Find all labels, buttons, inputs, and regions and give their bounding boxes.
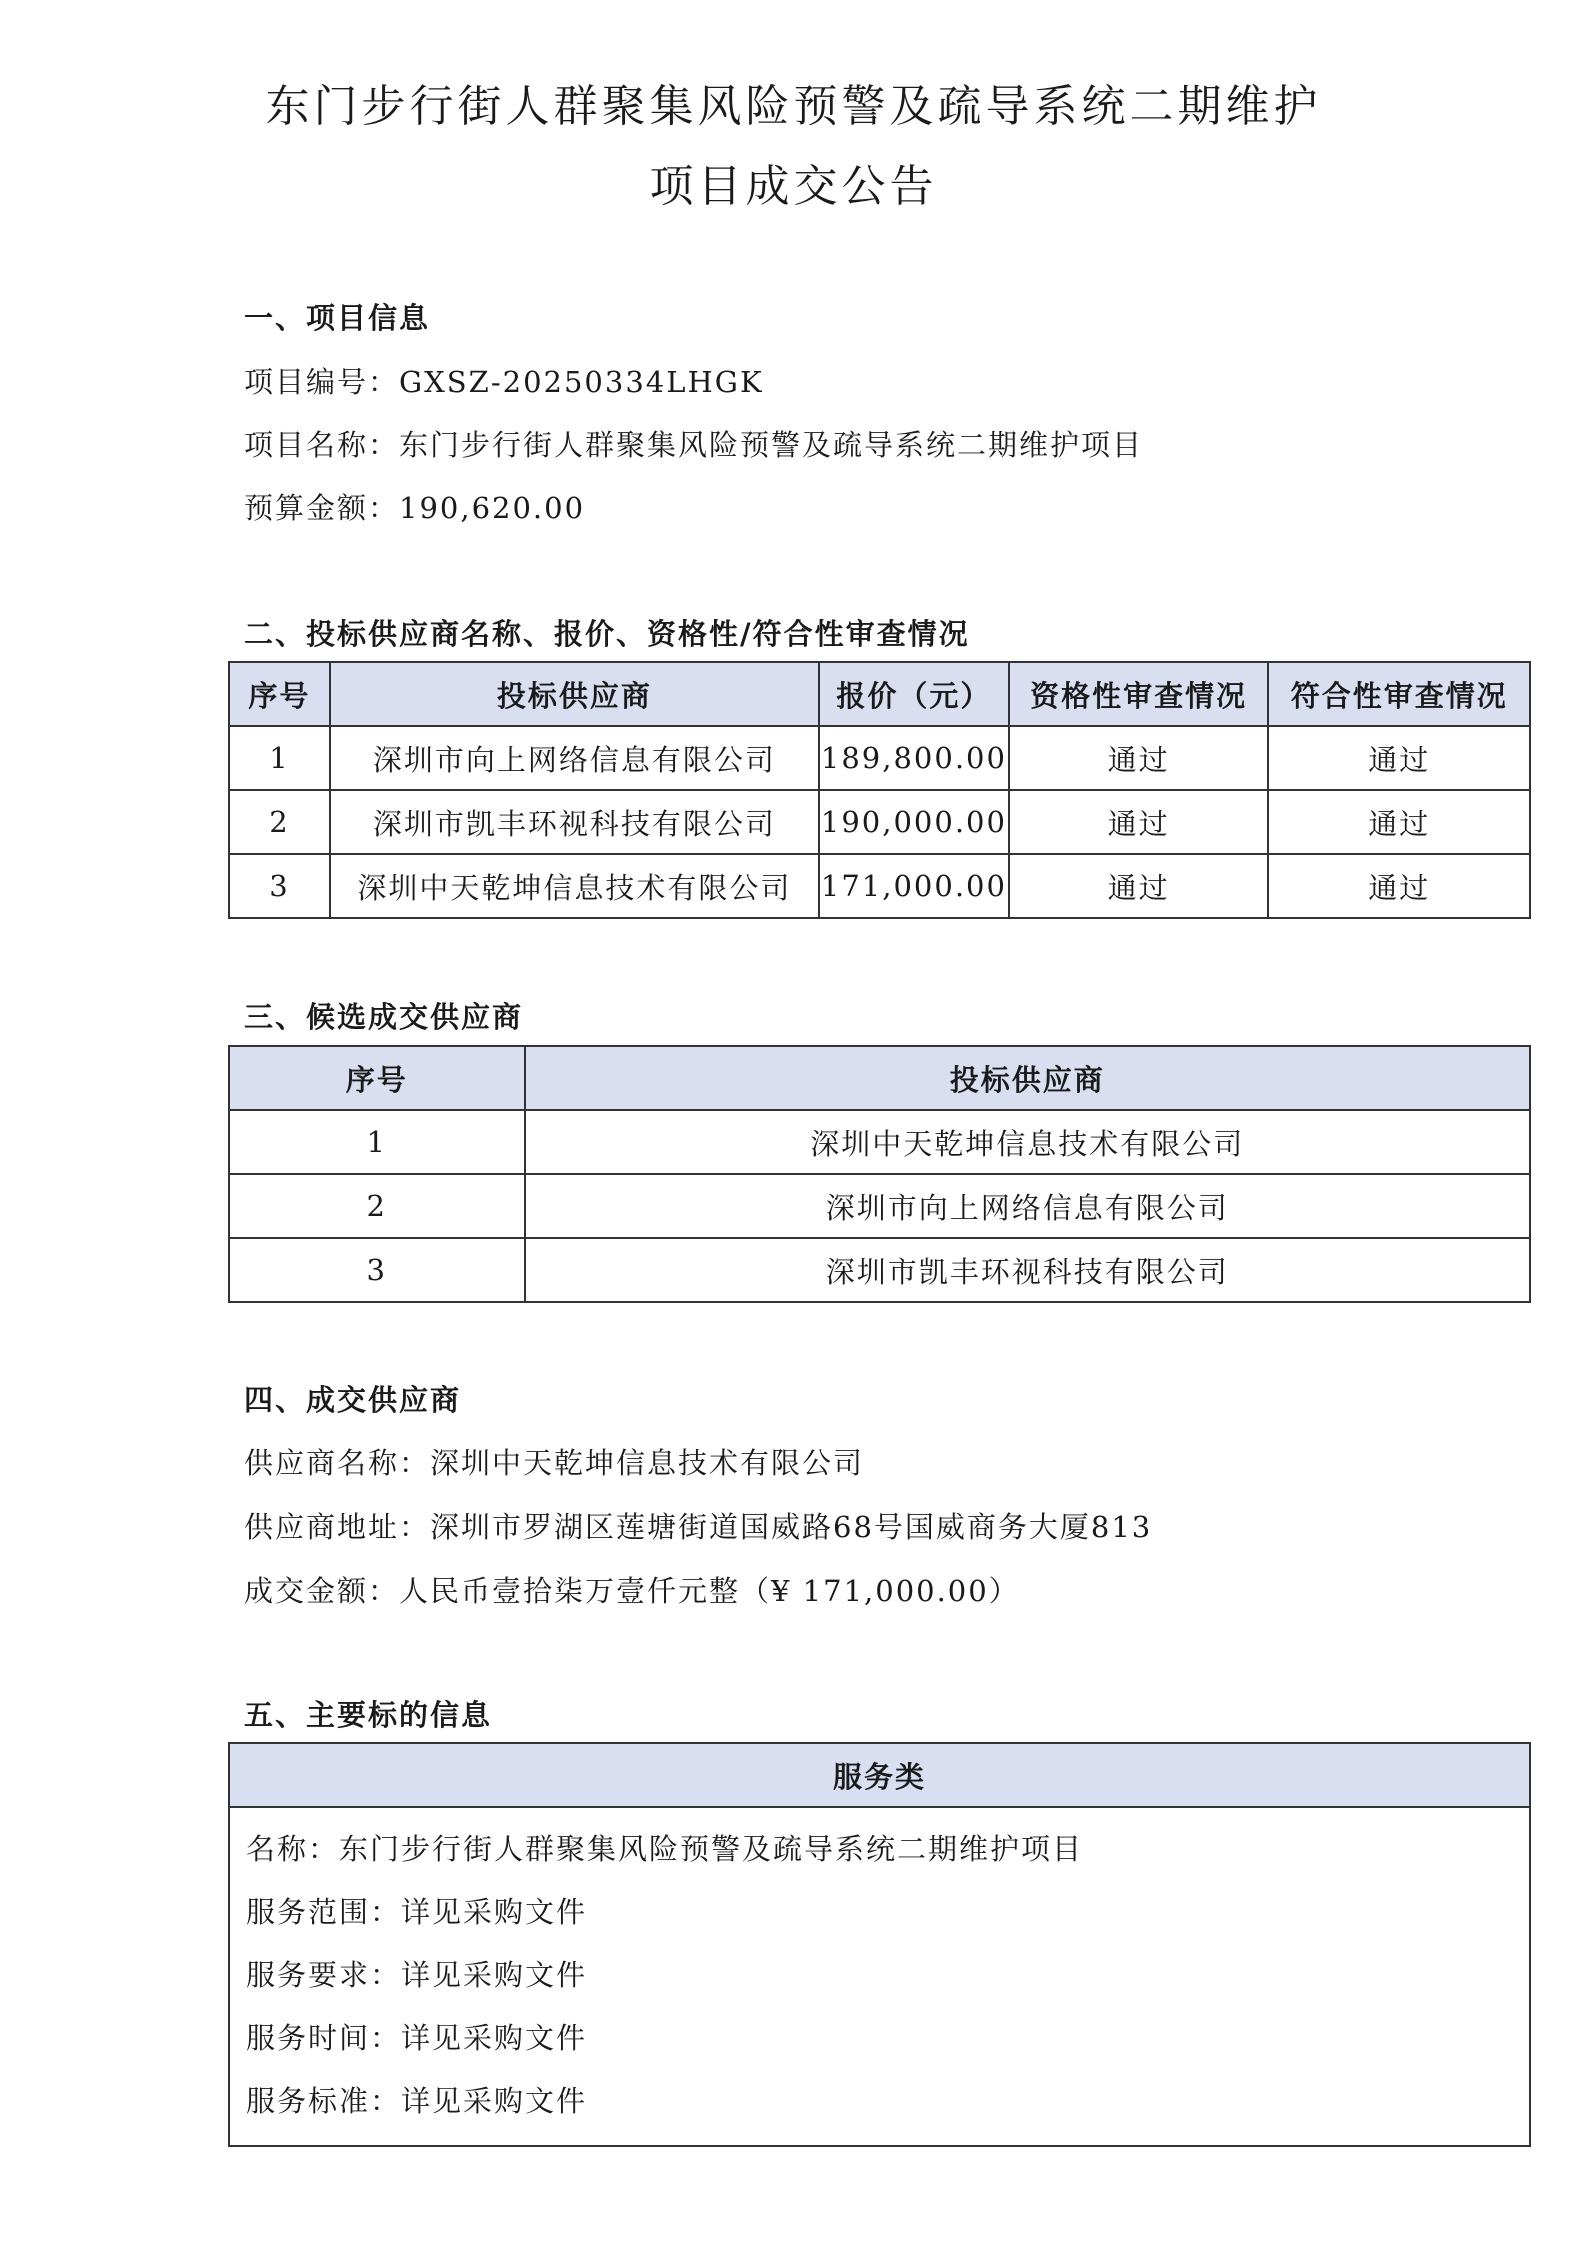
cell-index: 3 bbox=[229, 854, 330, 918]
section5-heading: 五、主要标的信息 bbox=[244, 1698, 493, 1732]
cell-price: 171,000.00 bbox=[819, 854, 1009, 918]
col-header-supplier: 投标供应商 bbox=[330, 662, 819, 726]
col-header-compliance: 符合性审查情况 bbox=[1268, 662, 1530, 726]
table-row bbox=[229, 726, 1530, 790]
subject-details-cell bbox=[229, 1807, 1530, 2146]
table-header-row bbox=[229, 1046, 1530, 1110]
service-scope: 服务范围：详见采购文件 bbox=[246, 1895, 588, 1929]
cell-qualification: 通过 bbox=[1009, 854, 1269, 918]
col-header-price: 报价（元） bbox=[819, 662, 1009, 726]
section2-heading: 二、投标供应商名称、报价、资格性/符合性审查情况 bbox=[244, 617, 970, 651]
supplier-address: 供应商地址：深圳市罗湖区莲塘街道国威路68号国威商务大厦813 bbox=[244, 1510, 1153, 1544]
table-header-row bbox=[229, 1743, 1530, 1807]
table-row bbox=[229, 854, 1530, 918]
document-title-line1: 东门步行街人群聚集风险预警及疏导系统二期维护 bbox=[265, 81, 1322, 132]
budget-amount: 预算金额：190,620.00 bbox=[244, 491, 586, 525]
cell-supplier: 深圳市凯丰环视科技有限公司 bbox=[525, 1238, 1530, 1302]
cell-compliance: 通过 bbox=[1268, 790, 1530, 854]
project-number: 项目编号：GXSZ-20250334LHGK bbox=[244, 365, 764, 399]
deal-amount: 成交金额：人民币壹拾柒万壹仟元整（¥ 171,000.00） bbox=[244, 1574, 1020, 1608]
col-header-service-type: 服务类 bbox=[229, 1743, 1530, 1807]
cell-compliance: 通过 bbox=[1268, 854, 1530, 918]
service-time: 服务时间：详见采购文件 bbox=[246, 2021, 588, 2055]
cell-qualification: 通过 bbox=[1009, 726, 1269, 790]
table-row bbox=[229, 790, 1530, 854]
cell-index: 2 bbox=[229, 790, 330, 854]
table-row bbox=[229, 1110, 1530, 1174]
bidder-review-table bbox=[228, 661, 1531, 919]
table-row bbox=[229, 1238, 1530, 1302]
cell-index: 2 bbox=[229, 1174, 525, 1238]
service-standard: 服务标准：详见采购文件 bbox=[246, 2084, 588, 2118]
cell-supplier: 深圳市向上网络信息有限公司 bbox=[330, 726, 819, 790]
col-header-supplier: 投标供应商 bbox=[525, 1046, 1530, 1110]
cell-supplier: 深圳市向上网络信息有限公司 bbox=[525, 1174, 1530, 1238]
cell-index: 1 bbox=[229, 726, 330, 790]
table-row bbox=[229, 1174, 1530, 1238]
supplier-name: 供应商名称：深圳中天乾坤信息技术有限公司 bbox=[244, 1446, 865, 1480]
cell-price: 190,000.00 bbox=[819, 790, 1009, 854]
section3-heading: 三、候选成交供应商 bbox=[244, 1000, 524, 1034]
cell-supplier: 深圳市凯丰环视科技有限公司 bbox=[330, 790, 819, 854]
col-header-qualification: 资格性审查情况 bbox=[1009, 662, 1269, 726]
cell-index: 3 bbox=[229, 1238, 525, 1302]
subject-info-table bbox=[228, 1742, 1531, 2147]
section1-heading: 一、项目信息 bbox=[244, 301, 431, 335]
section4-heading: 四、成交供应商 bbox=[244, 1383, 462, 1417]
service-requirements: 服务要求：详见采购文件 bbox=[246, 1958, 588, 1992]
cell-price: 189,800.00 bbox=[819, 726, 1009, 790]
table-row bbox=[229, 1807, 1530, 2146]
cell-supplier: 深圳中天乾坤信息技术有限公司 bbox=[525, 1110, 1530, 1174]
cell-index: 1 bbox=[229, 1110, 525, 1174]
col-header-index: 序号 bbox=[229, 662, 330, 726]
project-name: 项目名称：东门步行街人群聚集风险预警及疏导系统二期维护项目 bbox=[244, 428, 1144, 462]
cell-qualification: 通过 bbox=[1009, 790, 1269, 854]
col-header-index: 序号 bbox=[229, 1046, 525, 1110]
cell-supplier: 深圳中天乾坤信息技术有限公司 bbox=[330, 854, 819, 918]
cell-compliance: 通过 bbox=[1268, 726, 1530, 790]
subject-name: 名称：东门步行街人群聚集风险预警及疏导系统二期维护项目 bbox=[246, 1832, 1084, 1866]
table-header-row bbox=[229, 662, 1530, 726]
document-title-line2: 项目成交公告 bbox=[649, 161, 938, 212]
candidate-supplier-table bbox=[228, 1045, 1531, 1303]
